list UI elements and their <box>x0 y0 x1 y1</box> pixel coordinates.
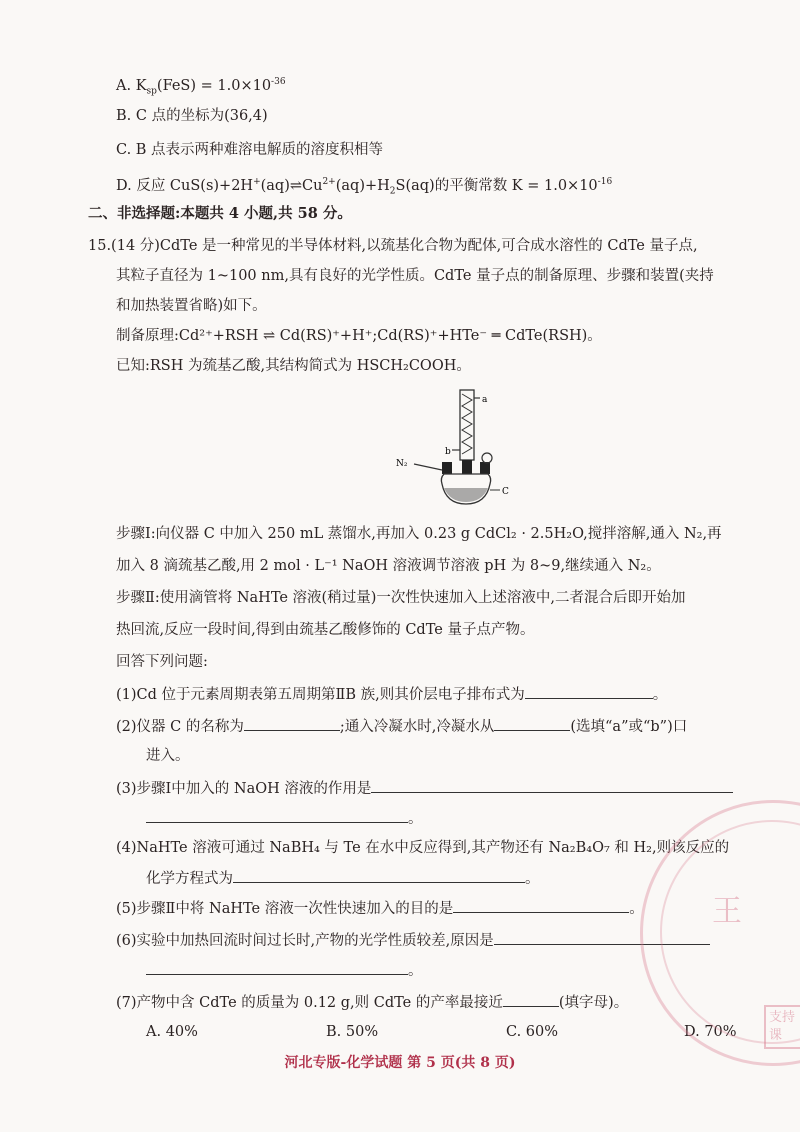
q15-intro-1: 15.(14 分)CdTe 是一种常见的半导体材料,以巯基化合物为配体,可合成水溶性的 CdTe 量子点, <box>88 238 698 254</box>
sub2-continuation: 进入。 <box>146 748 190 764</box>
sub7-option-a[interactable]: A. 40% <box>146 1024 198 1040</box>
step2-line1: 步骤Ⅱ:使用滴管将 NaHTe 溶液(稍过量)一次性快速加入上述溶液中,二者混合后即开始加 <box>116 590 686 606</box>
option-a-sub: sp <box>146 86 157 97</box>
apparatus-diagram <box>390 386 510 510</box>
neck-middle <box>462 460 472 474</box>
label-a: a <box>482 395 488 405</box>
option-a <box>116 72 286 102</box>
option-a-exp: -36 <box>271 77 286 87</box>
option-d-text3: (aq)+H <box>335 177 390 194</box>
sub3-text: (3)步骤Ⅰ中加入的 NaOH 溶液的作用是 <box>116 781 372 797</box>
option-d-text4: S(aq)的平衡常数 K = 1.0×10 <box>395 177 598 194</box>
condenser-coil <box>462 394 472 454</box>
subquestion-4: (4)NaHTe 溶液可通过 NaBH₄ 与 Te 在水中反应得到,其产物还有 Na₂B₄O₇ 和 H₂,则该反应的 <box>116 840 730 856</box>
sub4-answer-blank[interactable] <box>233 868 525 883</box>
sub6-text: (6)实验中加热回流时间过长时,产物的光学性质较差,原因是 <box>116 933 494 949</box>
step1-line2: 加入 8 滴巯基乙酸,用 2 mol · L⁻¹ NaOH 溶液调节溶液 pH 为 8~9,继续通入 N₂。 <box>116 558 661 574</box>
sub7-text: (7)产物中含 CdTe 的质量为 0.12 g,则 CdTe 的产率最接近 <box>116 995 503 1011</box>
n2-tube <box>414 464 442 470</box>
sub2-text-a: (2)仪器 C 的名称为 <box>116 719 244 735</box>
thermometer-cap <box>482 453 492 463</box>
q15-intro-2: 其粒子直径为 1~100 nm,具有良好的光学性质。CdTe 量子点的制备原理、步骤和装置(夹持 <box>116 268 714 284</box>
q15-principle: 制备原理:Cd²⁺+RSH ⇌ Cd(RS)⁺+H⁺;Cd(RS)⁺+HTe⁻ ═ CdTe(RSH)。 <box>116 328 602 344</box>
subquestion-3-cont <box>146 808 423 829</box>
neck-right <box>480 462 490 474</box>
stamp-watermark-box: 支持 课 <box>764 1005 800 1049</box>
subquestion-7 <box>116 992 628 1013</box>
sub4-text-b: 化学方程式为 <box>146 871 233 887</box>
option-d-sup1: + <box>253 177 261 187</box>
subquestion-2 <box>116 716 687 737</box>
option-d-exp: -16 <box>597 177 613 187</box>
sub4-end: 。 <box>525 871 540 887</box>
sub6-end: 。 <box>408 963 423 979</box>
neck-left <box>442 462 452 474</box>
sub2-answer-blank-2[interactable] <box>494 716 570 731</box>
option-d <box>116 172 612 202</box>
option-d-text2: (aq)⇌Cu <box>260 177 323 194</box>
subquestion-6-cont <box>146 960 423 981</box>
option-d-sup2: 2+ <box>322 177 336 187</box>
subquestion-5 <box>116 898 644 919</box>
option-d-text1: D. 反应 CuS(s)+2H <box>116 177 254 194</box>
sub5-text: (5)步骤Ⅱ中将 NaHTe 溶液一次性快速加入的目的是 <box>116 901 454 917</box>
sub1-text: (1)Cd 位于元素周期表第五周期第ⅡB 族,则其价层电子排布式为 <box>116 687 525 703</box>
sub2-text-c: (选填“a”或“b”)口 <box>570 719 688 735</box>
sub1-answer-blank[interactable] <box>525 684 653 699</box>
sub6-answer-blank-2[interactable] <box>146 960 408 975</box>
subquestion-6 <box>116 930 710 951</box>
sub2-answer-blank-1[interactable] <box>244 716 340 731</box>
option-c: C. B 点表示两种难溶电解质的溶度积相等 <box>116 142 384 158</box>
sub7-end: (填字母)。 <box>558 995 629 1011</box>
subquestion-1 <box>116 684 667 705</box>
sub5-answer-blank[interactable] <box>453 898 629 913</box>
stamp-watermark-char: 王 <box>712 894 742 929</box>
sub7-answer-blank[interactable] <box>503 992 559 1007</box>
step2-line2: 热回流,反应一段时间,得到由巯基乙酸修饰的 CdTe 量子点产物。 <box>116 622 535 638</box>
q15-known: 已知:RSH 为巯基乙酸,其结构简式为 HSCH₂COOH。 <box>116 358 471 374</box>
subquestion-4-cont <box>146 868 540 889</box>
subquestion-3 <box>116 778 733 799</box>
sub7-option-d[interactable]: D. 70% <box>684 1024 737 1040</box>
step1-line1: 步骤Ⅰ:向仪器 C 中加入 250 mL 蒸馏水,再加入 0.23 g CdCl₂ · 2.5H₂O,搅拌溶解,通入 N₂,再 <box>116 526 722 542</box>
option-a-text: (FeS) = 1.0×10 <box>156 77 272 94</box>
sub2-text-b: ;通入冷凝水时,冷凝水从 <box>339 719 495 735</box>
q15-intro-3: 和加热装置省略)如下。 <box>116 298 267 314</box>
sub3-answer-blank-2[interactable] <box>146 808 408 823</box>
sub3-answer-blank-1[interactable] <box>371 778 733 793</box>
answer-prompt: 回答下列问题: <box>116 654 208 670</box>
sub7-option-b[interactable]: B. 50% <box>326 1024 379 1040</box>
option-a-label: A. K <box>116 77 147 94</box>
option-d-sub: 2 <box>389 186 396 197</box>
label-b: b <box>445 447 451 457</box>
option-b: B. C 点的坐标为(36,4) <box>116 108 268 124</box>
page-footer: 河北专版-化学试题 第 5 页(共 8 页) <box>284 1055 516 1071</box>
label-n2: N₂ <box>396 459 408 469</box>
sub1-end: 。 <box>652 687 668 703</box>
sub3-end: 。 <box>408 811 423 827</box>
sub7-option-c[interactable]: C. 60% <box>506 1024 559 1040</box>
label-c: C <box>502 487 509 497</box>
section-title: 二、非选择题:本题共 4 小题,共 58 分。 <box>88 205 352 222</box>
sub5-end: 。 <box>629 901 644 917</box>
